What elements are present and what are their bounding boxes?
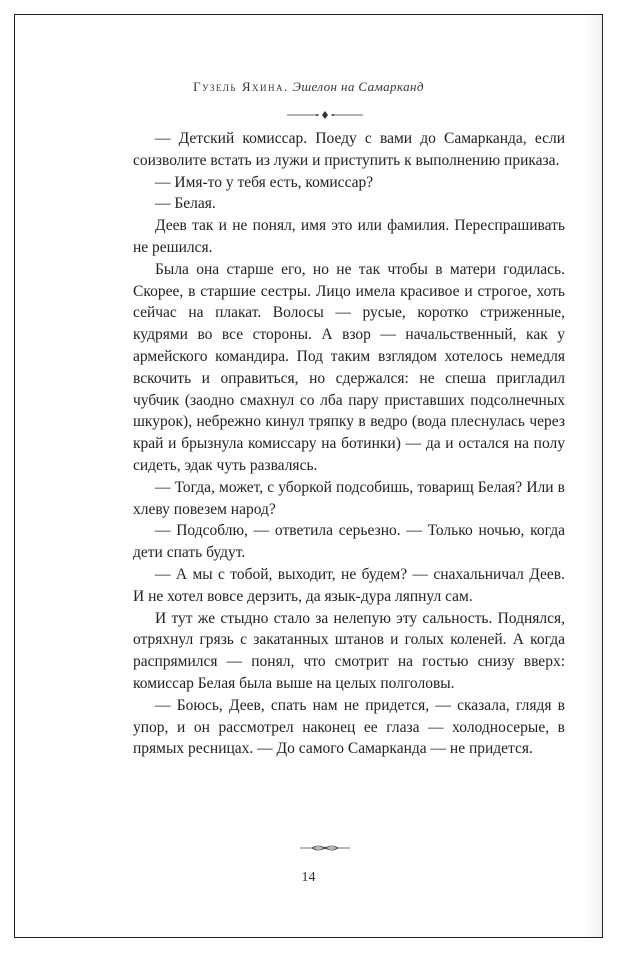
body-text	[133, 128, 565, 760]
running-header	[15, 79, 602, 95]
paragraph: — Белая.	[155, 195, 216, 213]
paragraph: Деев так и не понял, имя это или фамилия. Переспрашивать не решился.	[133, 217, 565, 256]
header-title: Эшелон на Самарканд	[292, 79, 424, 94]
header-author: Гузель Яхина.	[193, 79, 289, 94]
paragraph: — А мы с тобой, выходит, не будем? — снахальничал Деев. И не хотел вовсе дерзить, да язык-дура ляпнул сам.	[133, 565, 565, 605]
paragraph: Была она старше его, но не так чтобы в матери годилась. Скорее, в старшие сестры. Лицо имела красивое и строгое, хоть сейчас на плакат. Волосы — русые, коротко стриженные, кудрями во все стороны. А взор — начальственный, как у армейского командира. Под таким взглядом хотелось немедля вскочить и оправиться, но сдержался: не спеша пригладил чубчик (заодно смахнул со лба пару приставших подсолнечных шкурок), небрежно кинул тряпку в ведро (вода плеснулась через край и брызнула комиссару на ботинки) — да и остался на полу сидеть, эдак чуть развалясь.	[133, 260, 565, 474]
paragraph: — Детский комиссар. Поеду с вами до Самарканда, если соизволите встать из лужи и приступить к выполнению приказа.	[133, 130, 565, 169]
page-edge-shadow	[584, 15, 602, 937]
paragraph: — Боюсь, Деев, спать нам не придется, — сказала, глядя в упор, и он рассмотрел наконец ее глаза — холодносерые, в прямых ресницах. — До самого Самарканда — не придется.	[133, 696, 565, 758]
header-ornament-icon	[287, 111, 363, 119]
footer-ornament-icon	[300, 844, 350, 852]
paragraph: — Тогда, может, с уборкой подсобишь, товарищ Белая? Или в хлеву повезем народ?	[133, 478, 565, 518]
paragraph: И тут же стыдно стало за нелепую эту сальность. Поднялся, отряхнул грязь с закатанных штанов и голых коленей. А когда распрямился — понял, что смотрит на гостью снизу вверх: комиссар Белая была выше на целых полголовы.	[133, 609, 565, 692]
page-number: 14	[301, 870, 316, 885]
book-page	[14, 14, 603, 938]
paragraph: — Имя-то у тебя есть, комиссар?	[155, 173, 374, 191]
paragraph: — Подсоблю, — ответила серьезно. — Только ночью, когда дети спать будут.	[133, 522, 565, 562]
